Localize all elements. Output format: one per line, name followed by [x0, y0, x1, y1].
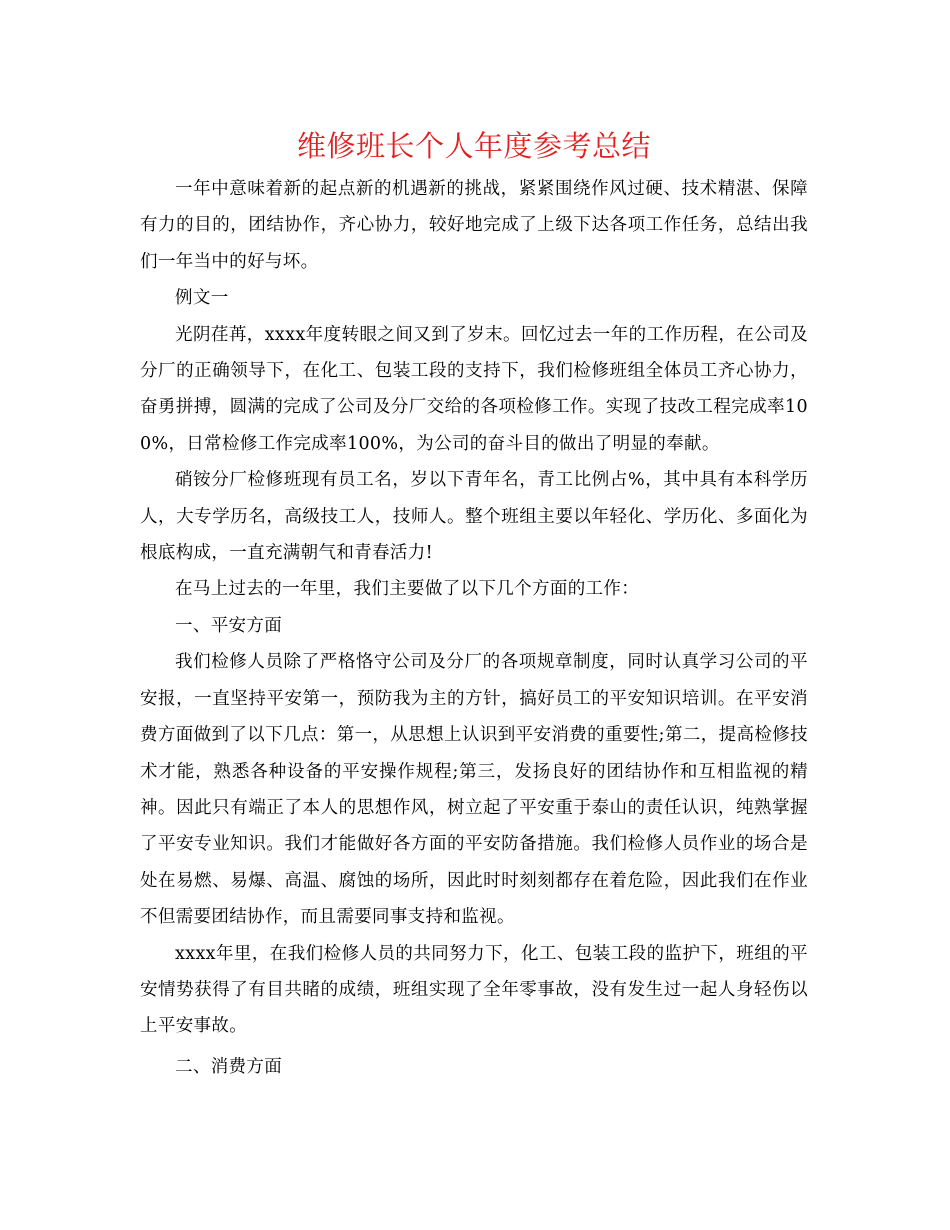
paragraph-team-composition: 硝铵分厂检修班现有员工名，岁以下青年名，青工比例占%，其中具有本科学历人，大专学历名，高级技工人，技师人。整个班组主要以年轻化、学历化、多面化为根底构成，一直充满朝气和青春活力!: [140, 470, 808, 564]
section-heading-safety: 一、平安方面: [175, 615, 283, 636]
paragraph-safety-results: xxxx年里，在我们检修人员的共同努力下，化工、包装工段的监护下，班组的平安情势获得了有目共睹的成绩，班组实现了全年零事故，没有发生过一起人身轻伤以上平安事故。: [140, 943, 808, 1037]
intro-paragraph: 一年中意味着新的起点新的机遇新的挑战，紧紧围绕作风过硬、技术精湛、保障有力的目的，团结协作，齐心协力，较好地完成了上级下达各项工作任务，总结出我们一年当中的好与坏。: [140, 179, 808, 272]
paragraph-year-review: 光阴荏苒，xxxx年度转眼之间又到了岁末。回忆过去一年的工作历程，在公司及分厂的正确领导下，在化工、包装工段的支持下，我们检修班组全体员工齐心协力，奋勇拼搏，圆满的完成了公司及分厂交给的各项检修工作。实现了技改工程完成率100%，日常检修工作完成率100%，为公司的奋斗目的做出了明显的奉献。: [140, 324, 808, 454]
section-label-example-one: 例文一: [175, 288, 229, 309]
paragraph-work-overview: 在马上过去的一年里，我们主要做了以下几个方面的工作：: [175, 579, 640, 600]
document-page: [140, 125, 808, 1085]
document-title: 维修班长个人年度参考总结: [296, 129, 651, 163]
paragraph-safety-measures: 我们检修人员除了严格恪守公司及分厂的各项规章制度，同时认真学习公司的平安报，一直坚持平安第一，预防我为主的方针，搞好员工的平安知识培训。在平安消费方面做到了以下几点：第一，从思想上认识到平安消费的重要性;第二，提高检修技术才能，熟悉各种设备的平安操作规程;第三，发扬良好的团结协作和互相监视的精神。因此只有端正了本人的思想作风，树立起了平安重于泰山的责任认识，纯熟掌握了平安专业知识。我们才能做好各方面的平安防备措施。我们检修人员作业的场合是处在易燃、易爆、高温、腐蚀的场所，因此时时刻刻都存在着危险，因此我们在作业不但需要团结协作，而且需要同事支持和监视。: [140, 652, 808, 928]
section-heading-production: 二、消费方面: [175, 1056, 283, 1077]
